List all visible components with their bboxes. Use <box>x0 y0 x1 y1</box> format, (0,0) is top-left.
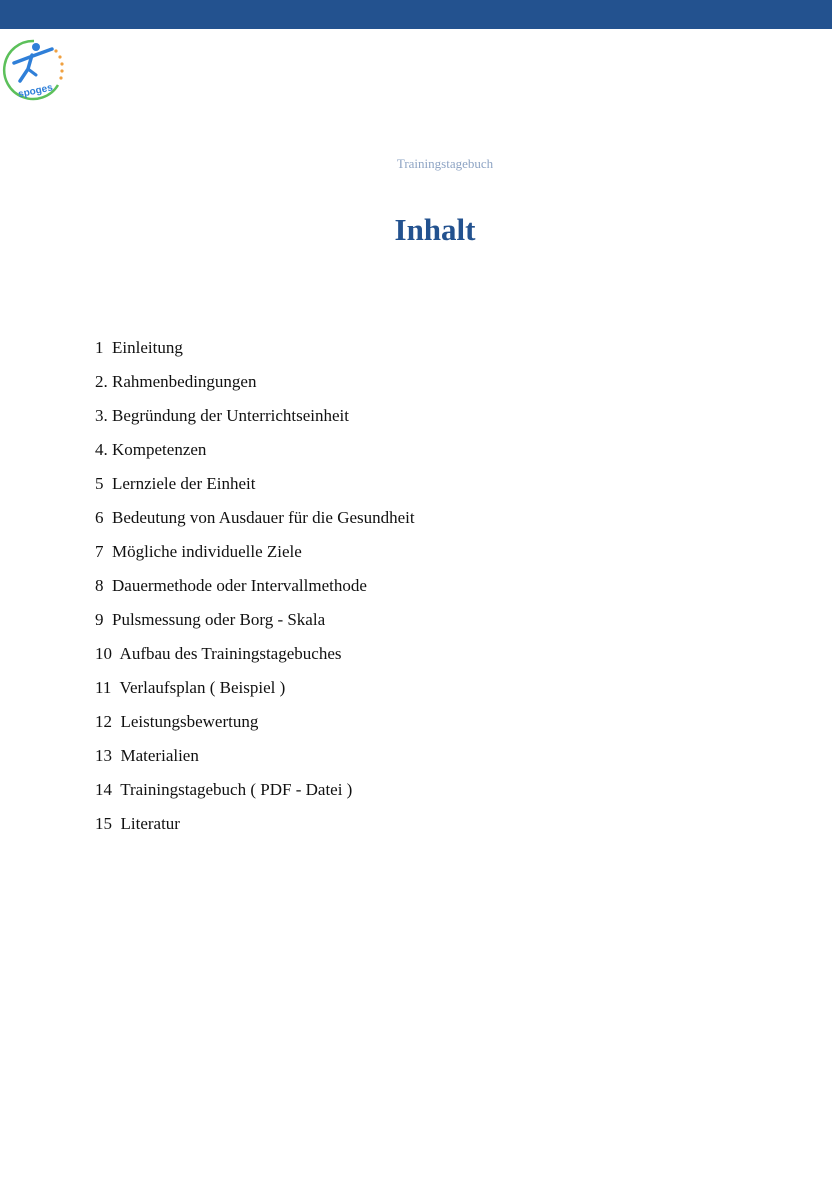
toc-item[interactable]: 14 Trainingstagebuch ( PDF - Datei ) <box>95 780 353 799</box>
table-of-contents <box>95 337 415 847</box>
toc-item[interactable]: 6 Bedeutung von Ausdauer für die Gesundheit <box>95 508 415 527</box>
toc-item[interactable]: 7 Mögliche individuelle Ziele <box>95 542 302 561</box>
toc-item[interactable]: 11 Verlaufsplan ( Beispiel ) <box>95 678 286 697</box>
page-title: Inhalt <box>394 212 476 247</box>
toc-item[interactable]: 13 Materialien <box>95 746 199 765</box>
toc-item[interactable]: 8 Dauermethode oder Intervallmethode <box>95 576 367 595</box>
toc-item[interactable]: 2. Rahmenbedingungen <box>95 372 257 391</box>
top-bar <box>0 0 832 29</box>
spoges-logo <box>0 37 68 101</box>
toc-item[interactable]: 12 Leistungsbewertung <box>95 712 259 731</box>
toc-item[interactable]: 9 Pulsmessung oder Borg - Skala <box>95 610 326 629</box>
toc-item[interactable]: 10 Aufbau des Trainingstagebuches <box>95 644 342 663</box>
toc-item[interactable]: 3. Begründung der Unterrichtseinheit <box>95 406 349 425</box>
header-subtitle: Trainingstagebuch <box>396 156 494 171</box>
logo-wordmark: spoges <box>17 82 54 101</box>
toc-item[interactable]: 15 Literatur <box>95 814 180 833</box>
toc-item[interactable]: 5 Lernziele der Einheit <box>95 474 256 493</box>
toc-item[interactable]: 1 Einleitung <box>95 338 183 357</box>
toc-item[interactable]: 4. Kompetenzen <box>95 440 207 459</box>
